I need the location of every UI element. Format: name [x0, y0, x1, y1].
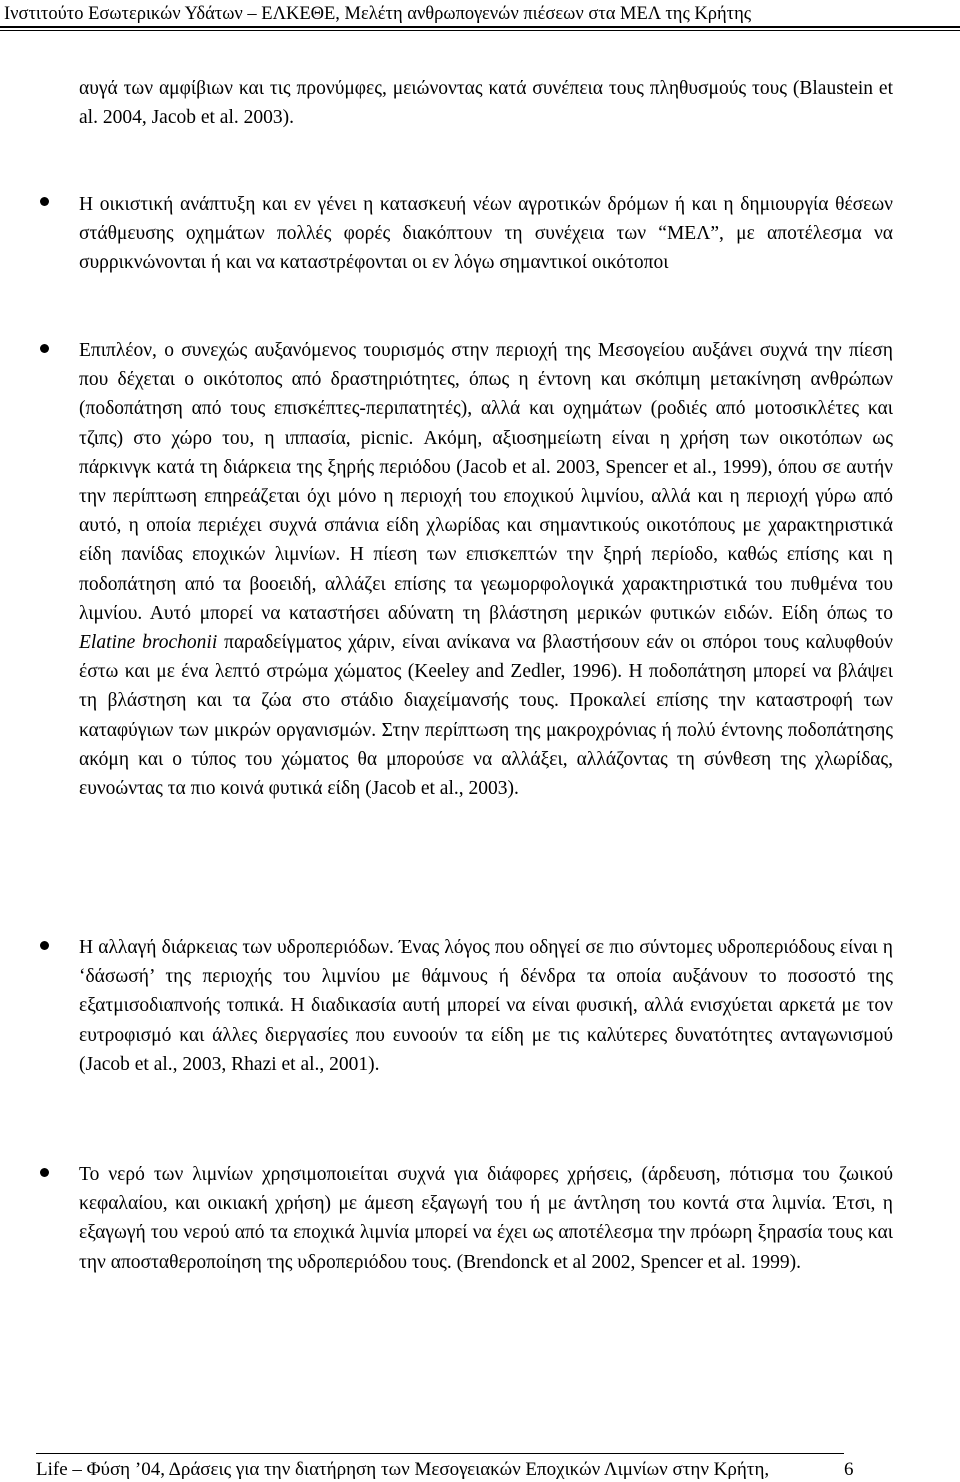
header-rule-thin — [0, 30, 960, 31]
bullet-icon — [40, 197, 49, 206]
paragraph-water-use: Το νερό των λιμνίων χρησιμοποιείται συχνά για διάφορες χρήσεις, (άρδευση, πότισμα του ζωικού κεφαλαίου, και οικιακή χρήση) με άμεση εξαγωγή του ή με άντληση του κοντά στα λιμνία. Έτσι, η εξαγωγή του νερού από τα εποχικά λιμνία μπορεί να έχει ως αποτέλεσμα την πρόωρη ξηρασία τους και την αποσταθεροποίηση της υδροπεριόδου τους. (Brendonck et al 2002, Spencer et al. 1999). — [79, 1164, 893, 1273]
page-number: 6 — [844, 1459, 854, 1480]
species-name-italic: Elatine brochonii — [79, 632, 218, 654]
bullet-icon — [40, 1168, 49, 1177]
bullet-icon — [40, 344, 49, 353]
tourism-text-part2: παραδείγματος χάριν, είναι ανίκανα να βλαστήσουν εάν οι σπόροι τους καλυφθούν έστω και με ένα λεπτό στρώμα χώματος (Keeley and Zedler, 1996). Η ποδοπάτηση μπορεί να βλάψει τη βλάστηση και τα ζώα στο στάδιο διαχείμανσής τους. Προκαλεί επίσης την καταστροφή των καταφύγιων των μικρών οργανισμών. Στην περίπτωση της μακροχρόνιας ή πολύ έντονης ποδοπάτησης ακόμη και ο τύπος του χώματος θα μπορούσε να αλλάξει, αλλάζοντας τη σύνθεση της χλωρίδας, ευνοώντας τα πιο κοινά φυτικά είδη (Jacob et al., 2003). — [79, 632, 893, 800]
paragraph-tourism — [79, 336, 893, 803]
paragraph-hydroperiod: Η αλλαγή διάρκειας των υδροπεριόδων. Ένας λόγος που οδηγεί σε πιο σύντομες υδροπεριόδους είναι η ‘δάσωσή’ της περιοχής του λιμνίου με θάμνους ή δένδρα τα οποία αυξάνουν το ποσοστό της εξατμισοδιαπνοής τοπικά. Η διαδικασία αυτή μπορεί να είναι φυσική, αλλά ενισχύεται αρκετά με τον ευτροφισμό και άλλες διεργασίες που ευνοούν τα είδη με τις καλύτερες δυνατότητες ανταγωνισμού (Jacob et al., 2003, Rhazi et al., 2001). — [79, 937, 893, 1075]
paragraph-urban-development: Η οικιστική ανάπτυξη και εν γένει η κατασκευή νέων αγροτικών δρόμων ή και η δημιουργία θέσεων στάθμευσης οχημάτων πολλές φορές διακόπτουν τη συνέχεια των “ΜΕΛ”, με αποτέλεσμα να συρρικνώνονται ή και να καταστρέφονται οι εν λόγω σημαντικοί οικότοποι — [79, 194, 893, 274]
header-rule — [0, 26, 960, 28]
paragraph-continuation: αυγά των αμφίβιων και τις προνύμφες, μειώνοντας κατά συνέπεια τους πληθυσμούς τους (Blaustein et al. 2004, Jacob et al. 2003). — [79, 78, 893, 129]
page-header — [0, 0, 960, 34]
footer-title: Life – Φύση ’04, Δράσεις για την διατήρηση των Μεσογειακών Εποχικών Λιμνίων στην Κρήτη, — [36, 1459, 770, 1480]
header-title: Ινστιτούτο Εσωτερικών Υδάτων – ΕΛΚΕΘΕ, Μελέτη ανθρωπογενών πιέσεων στα ΜΕΛ της Κρήτης — [4, 4, 752, 24]
tourism-text-part1: Επιπλέον, ο συνεχώς αυξανόμενος τουρισμός στην περιοχή της Μεσογείου αυξάνει συχνά την πίεση που δέχεται ο οικότοπος από δραστηριότητες, όπως η έντονη και σκόπιμη μετακίνηση ανθρώπων (ποδοπάτηση από τους επισκέπτες-περιπατητές), αλλά και οχημάτων (ροδιές από μοτοσικλέτες και τζιπς) στο χώρο του, η ιππασία, picnic. Ακόμη, αξιοσημείωτη είναι η χρήση των οικοτόπων ως πάρκινγκ κατά τη διάρκεια της ξηρής περιόδου (Jacob et al. 2003, Spencer et al., 1999), όπου σε αυτήν την περίπτωση επηρεάζεται όχι μόνο η περιοχή του εποχικού λιμνίου, αλλά και η περιοχή γύρω από αυτό, η οποία περιέχει συχνά σπάνια είδη χλωρίδας και σημαντικούς οικοτόπους με χαρακτηριστικά είδη πανίδας εποχικών λιμνίων. Η πίεση των επισκεπτών την ξηρή περίοδο, καθώς επίσης και η ποδοπάτηση από τα βοοειδή, αλλάζει επίσης τα γεωμορφολογικά χαρακτηριστικά του πυθμένα του λιμνίου. Αυτό μπορεί να καταστήσει αδύνατη τη βλάστηση μερικών φυτικών ειδών. Είδη όπως το — [79, 340, 893, 624]
footer-rule — [36, 1453, 844, 1454]
bullet-icon — [40, 941, 49, 950]
